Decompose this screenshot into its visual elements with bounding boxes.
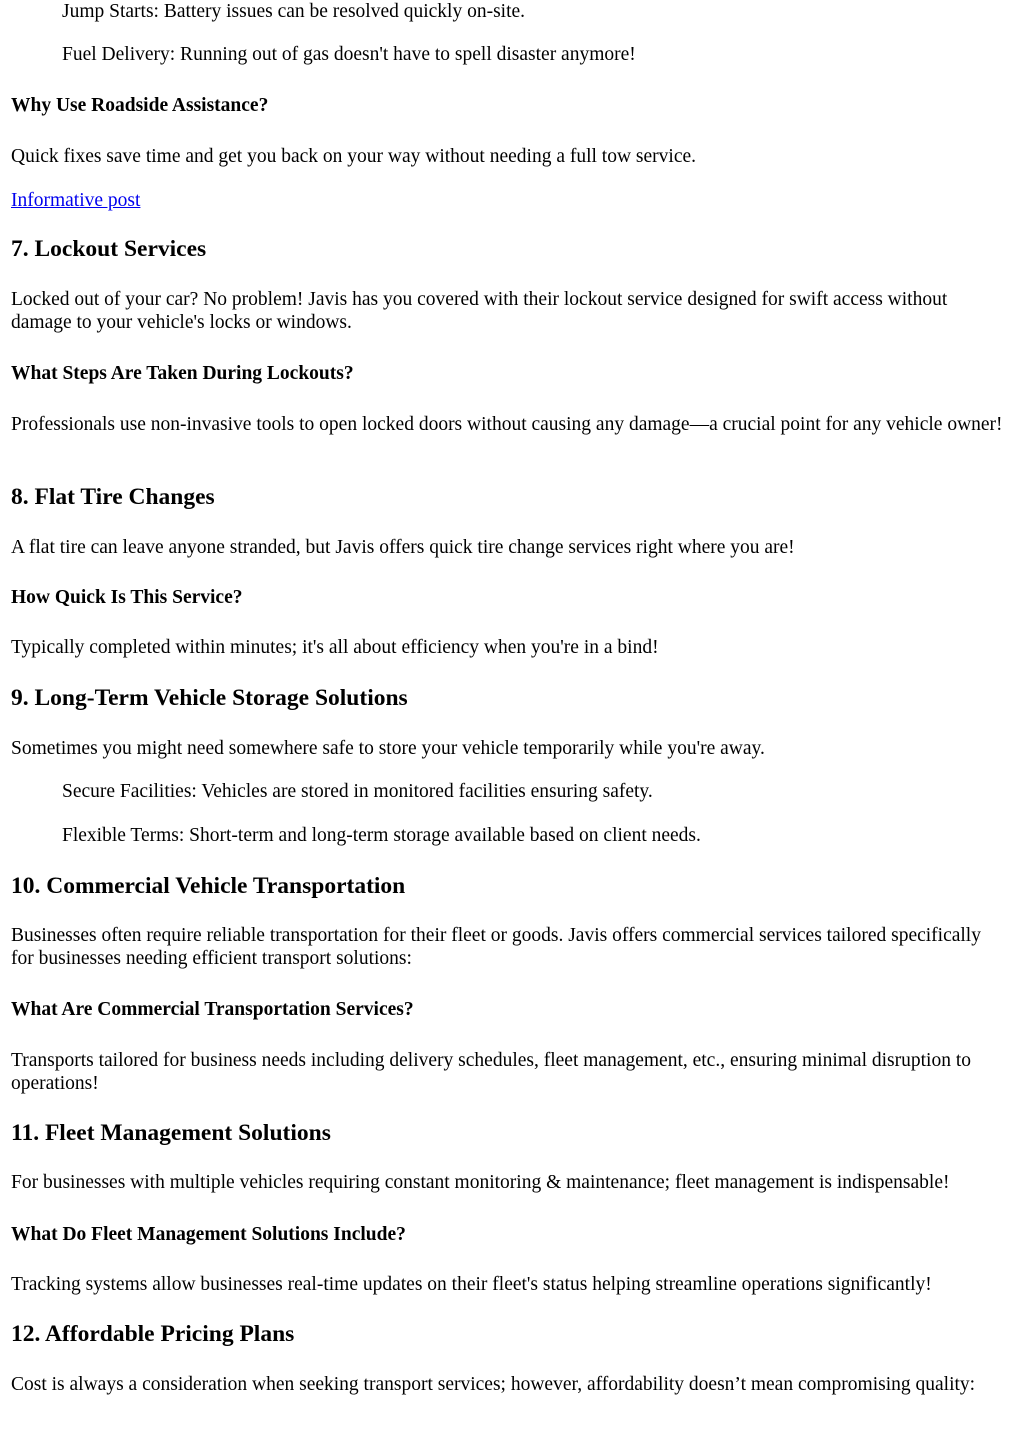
lockout-text: Locked out of your car? No problem! Javis has you covered with their lockout service designed for swift access without damage to your vehicle's locks or windows. (11, 289, 948, 333)
informative-post-link[interactable]: Informative post (11, 190, 141, 211)
flat-tire-text: A flat tire can leave anyone stranded, but Javis offers quick tire change services right where you are! (11, 537, 795, 558)
fleet-include-heading: What Do Fleet Management Solutions Include? (11, 1224, 406, 1245)
pricing-text: Cost is always a consideration when seeking transport services; however, affordability doesn’t mean compromising quality: (11, 1374, 976, 1395)
flat-tire-quick-heading: How Quick Is This Service? (11, 587, 243, 608)
pricing-heading: 12. Affordable Pricing Plans (11, 1321, 295, 1347)
lockout-steps-heading: What Steps Are Taken During Lockouts? (11, 363, 354, 384)
lockout-heading: 7. Lockout Services (11, 236, 207, 262)
commercial-heading: 10. Commercial Vehicle Transportation (11, 873, 406, 899)
lockout-steps-text: Professionals use non-invasive tools to open locked doors without causing any damage—a crucial point for any vehicle owner! (11, 414, 1003, 435)
commercial-text: Businesses often require reliable transportation for their fleet or goods. Javis offers commercial services tailored specifically for businesses needing efficient transport solutions: (11, 925, 981, 969)
fleet-heading: 11. Fleet Management Solutions (11, 1120, 331, 1146)
fleet-text: For businesses with multiple vehicles requiring constant monitoring & maintenance; fleet management is indispensable! (11, 1172, 950, 1193)
why-roadside-text: Quick fixes save time and get you back on your way without needing a full tow service. (11, 146, 697, 167)
flat-tire-quick-text: Typically completed within minutes; it's all about efficiency when you're in a bind! (11, 637, 659, 658)
flat-tire-heading: 8. Flat Tire Changes (11, 484, 215, 510)
flexible-terms-item: Flexible Terms: Short-term and long-term storage available based on client needs. (62, 825, 701, 846)
why-roadside-heading: Why Use Roadside Assistance? (11, 95, 269, 116)
commercial-services-text: Transports tailored for business needs including delivery schedules, fleet management, etc., ensuring minimal disruption to operations! (11, 1050, 971, 1094)
jump-starts-item: Jump Starts: Battery issues can be resolved quickly on-site. (62, 1, 526, 22)
informative-post-paragraph (11, 189, 1008, 212)
fleet-include-text: Tracking systems allow businesses real-time updates on their fleet's status helping streamline operations significantly! (11, 1274, 932, 1295)
commercial-services-heading: What Are Commercial Transportation Services? (11, 999, 414, 1020)
storage-text: Sometimes you might need somewhere safe to store your vehicle temporarily while you're away. (11, 738, 765, 759)
storage-heading: 9. Long-Term Vehicle Storage Solutions (11, 685, 408, 711)
fuel-delivery-item: Fuel Delivery: Running out of gas doesn't have to spell disaster anymore! (62, 44, 636, 65)
secure-facilities-item: Secure Facilities: Vehicles are stored in monitored facilities ensuring safety. (62, 781, 653, 802)
